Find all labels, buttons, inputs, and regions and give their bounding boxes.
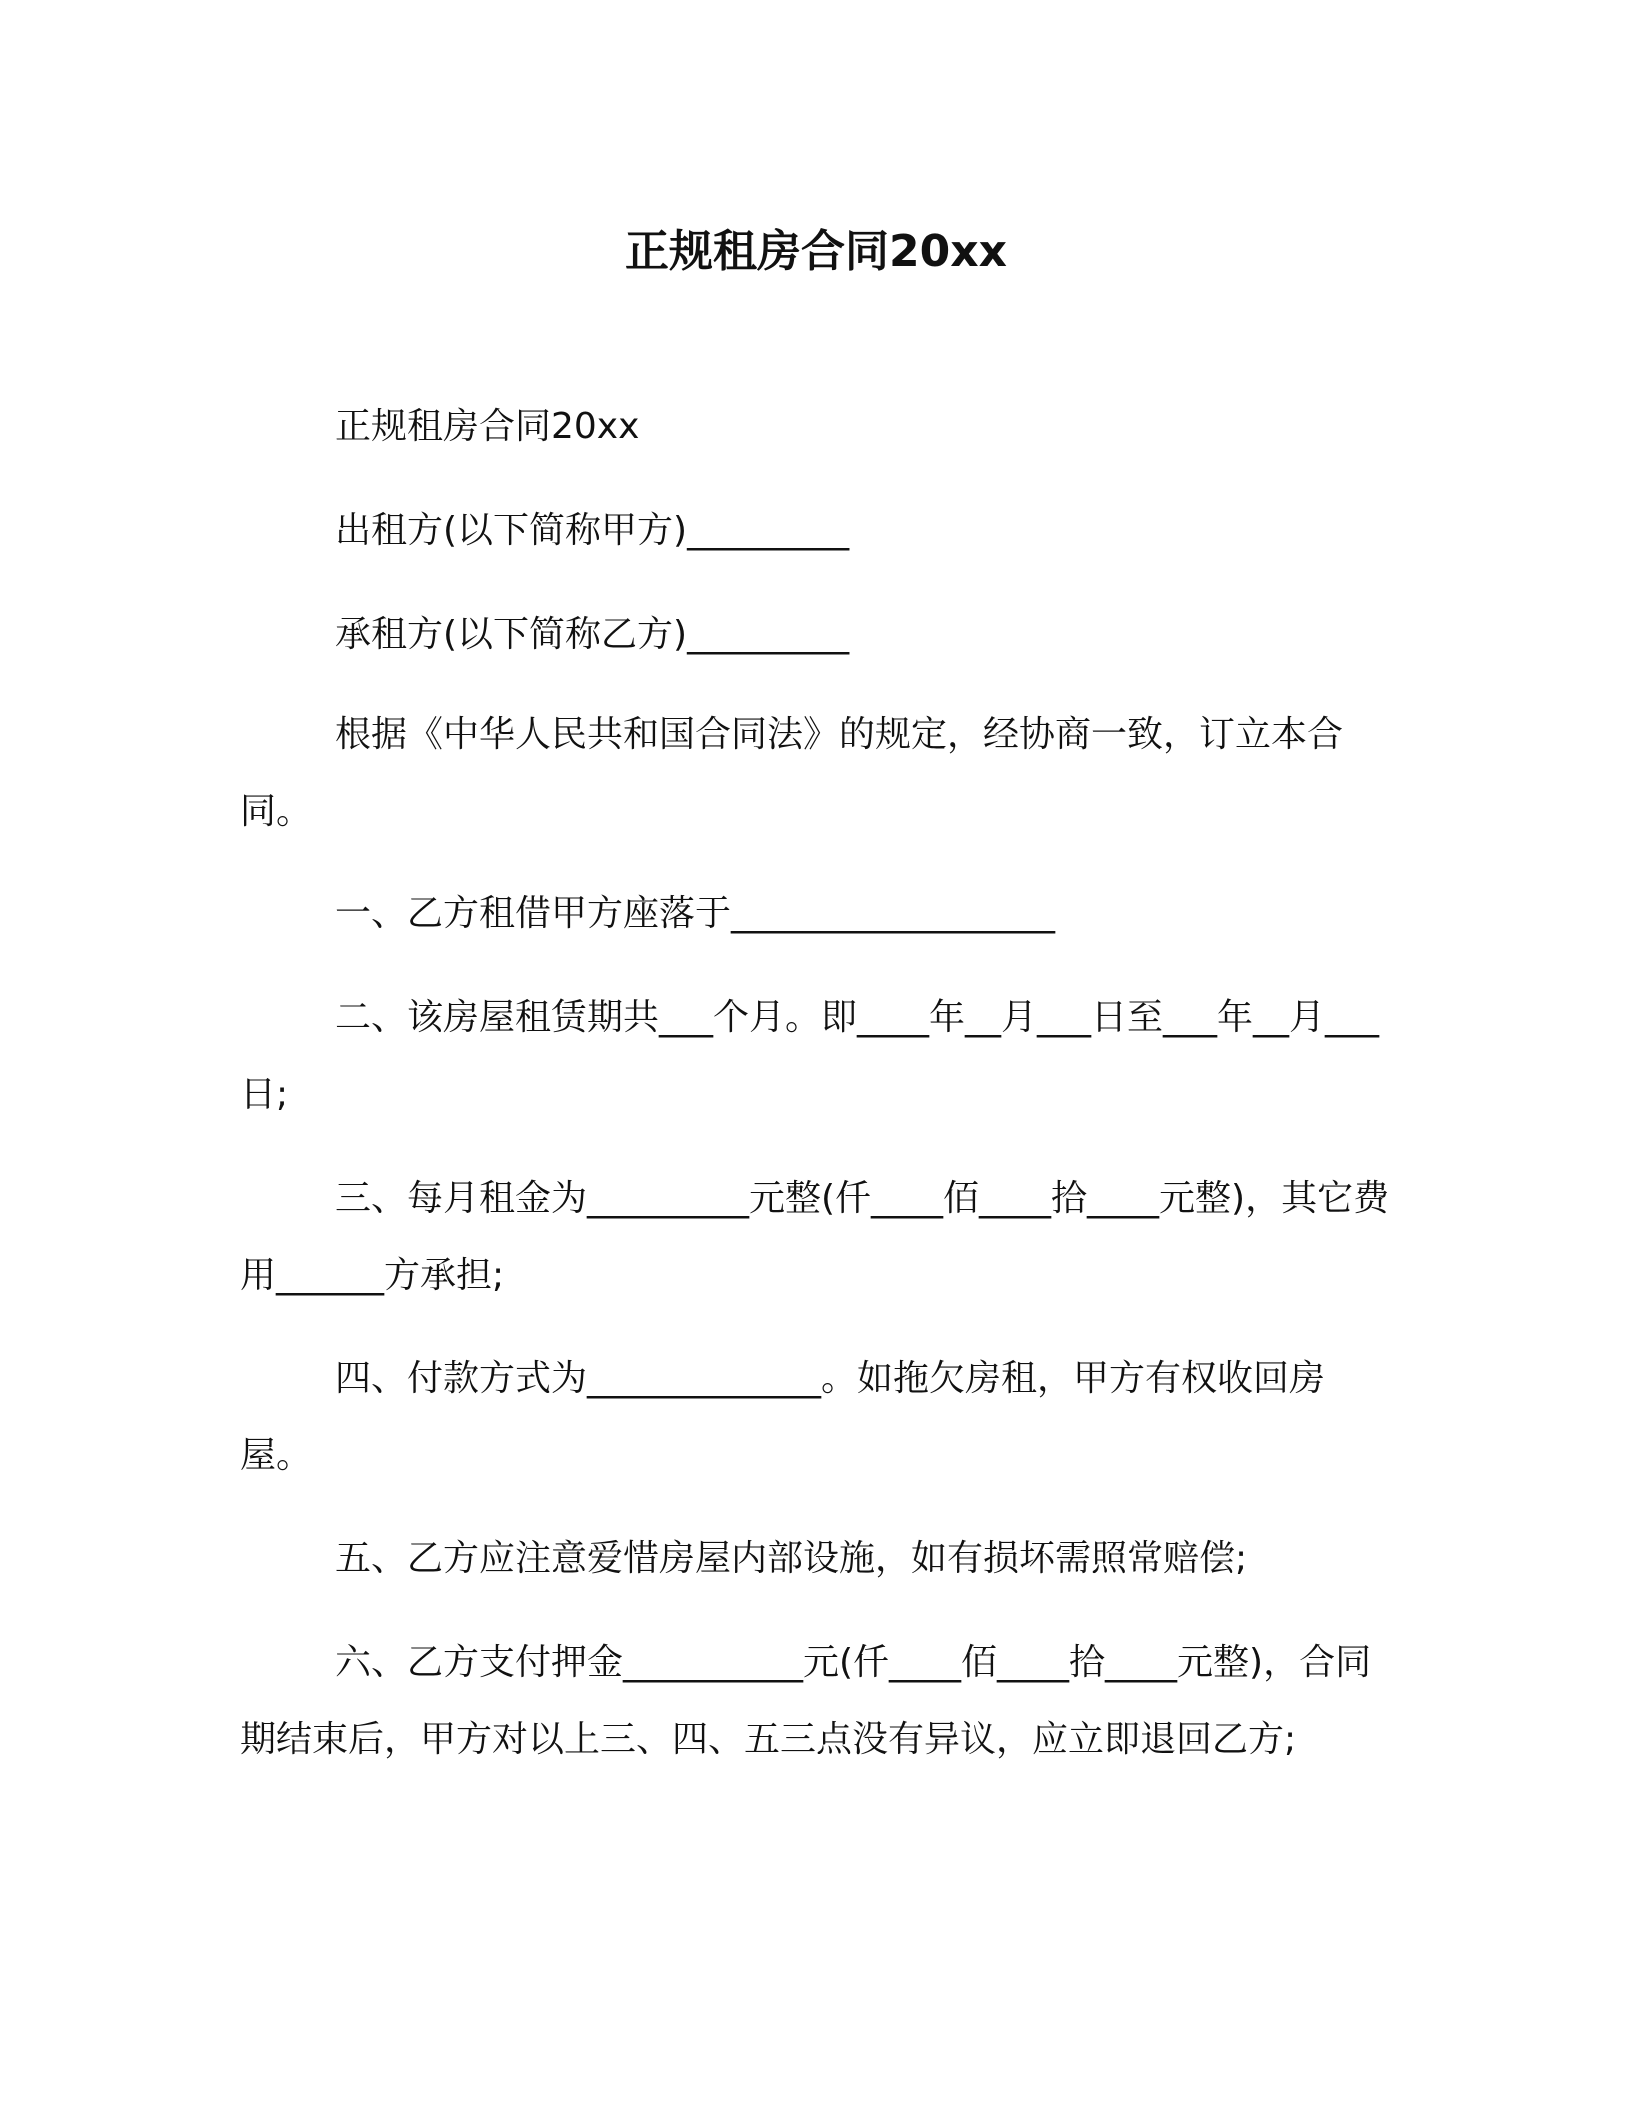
paragraph-clause-1: 一、乙方租借甲方座落于__________________ xyxy=(335,893,1056,934)
paragraph-clause-2: 二、该房屋租赁期共___个月。即____年__月___日至___年__月___日; xyxy=(240,997,1380,1115)
paragraph-lessee: 承租方(以下简称乙方)_________ xyxy=(335,614,850,655)
paragraph-clause-3: 三、每月租金为_________元整(仟____佰____拾____元整)，其它费用______方承担; xyxy=(240,1178,1390,1296)
paragraph-subtitle: 正规租房合同20xx xyxy=(335,406,640,447)
document-title: 正规租房合同20xx xyxy=(625,226,1007,277)
paragraph-clause-6: 六、乙方支付押金__________元(仟____佰____拾____元整)，合同期结束后，甲方对以上三、四、五三点没有异议，应立即退回乙方; xyxy=(240,1642,1372,1760)
paragraph-basis: 根据《中华人民共和国合同法》的规定，经协商一致，订立本合同。 xyxy=(240,714,1344,832)
paragraph-lessor: 出租方(以下简称甲方)_________ xyxy=(335,510,850,551)
paragraph-clause-5: 五、乙方应注意爱惜房屋内部设施，如有损坏需照常赔偿; xyxy=(335,1538,1248,1579)
paragraph-clause-4: 四、付款方式为_____________。如拖欠房租，甲方有权收回房屋。 xyxy=(240,1358,1326,1476)
